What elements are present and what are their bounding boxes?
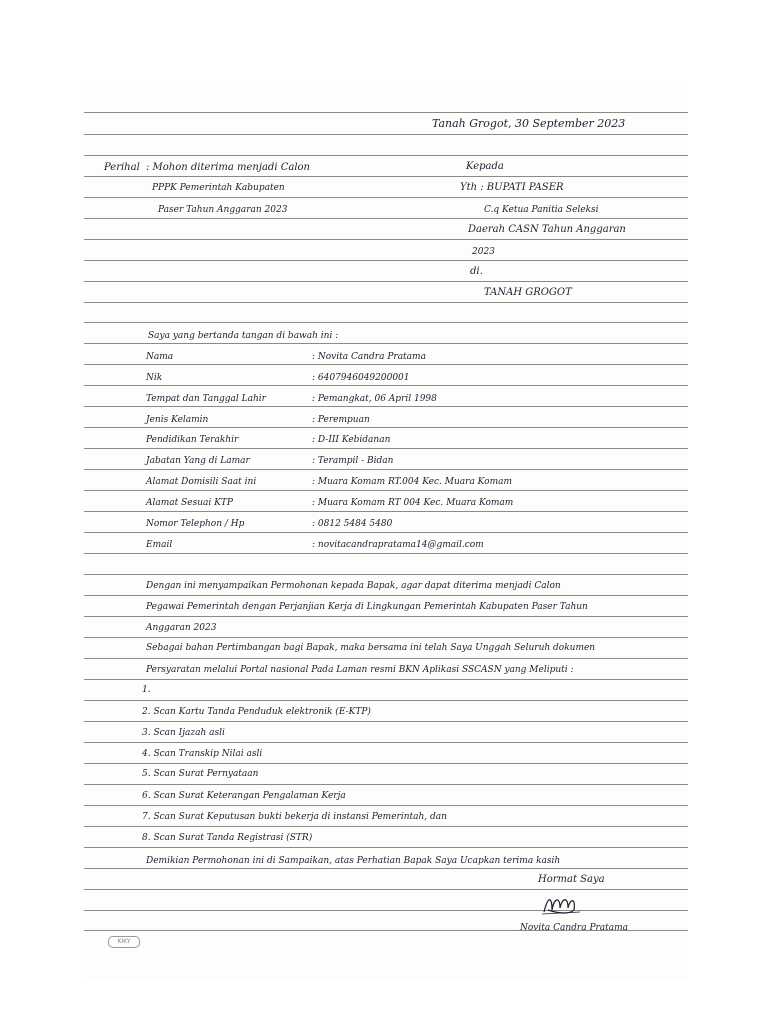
ruled-line	[84, 889, 688, 890]
perihal-line-2: PPPK Pemerintah Kabupaten	[152, 183, 285, 193]
field-label: Pendidikan Terakhir	[146, 435, 239, 445]
list-item: 7. Scan Surat Keputusan bukti bekerja di instansi Pemerintah, dan	[142, 812, 447, 822]
addressee-line-1: Kepada	[466, 161, 504, 172]
signer-name: Novita Candra Pratama	[520, 923, 629, 933]
field-value: : Pemangkat, 06 April 1998	[312, 394, 437, 404]
ruled-line	[84, 218, 688, 219]
ruled-line	[84, 784, 688, 785]
ruled-line	[84, 868, 688, 869]
perihal-label: Perihal	[104, 162, 140, 173]
ruled-line	[84, 112, 688, 113]
ruled-line	[84, 826, 688, 827]
paragraph1-line-3: Anggaran 2023	[146, 623, 217, 633]
addressee-line-4: Daerah CASN Tahun Anggaran	[468, 224, 626, 235]
field-value: : 6407946049200001	[312, 373, 410, 383]
ruled-line	[84, 511, 688, 512]
ruled-line	[84, 302, 688, 303]
field-value: : D-III Kebidanan	[312, 435, 391, 445]
perihal-line-1: : Mohon diterima menjadi Calon	[146, 162, 310, 173]
ruled-line	[84, 805, 688, 806]
ruled-line	[84, 742, 688, 743]
ruled-line	[84, 490, 688, 491]
field-value: : Novita Candra Pratama	[312, 352, 426, 362]
ruled-line	[84, 721, 688, 722]
page-stamp: KIKY	[108, 936, 140, 948]
list-item: 8. Scan Surat Tanda Registrasi (STR)	[142, 833, 313, 843]
intro-text: Saya yang bertanda tangan di bawah ini :	[148, 331, 339, 341]
ruled-line	[84, 281, 688, 282]
field-value: : Perempuan	[312, 415, 370, 425]
ruled-line	[84, 176, 688, 177]
place-date: Tanah Grogot, 30 September 2023	[432, 117, 626, 130]
ruled-line	[84, 595, 688, 596]
addressee-line-3: C.q Ketua Panitia Seleksi	[484, 205, 599, 215]
addressee-line-6: di.	[470, 266, 483, 277]
field-label: Alamat Sesuai KTP	[146, 498, 233, 508]
field-value: : Muara Komam RT 004 Kec. Muara Komam	[312, 498, 514, 508]
field-value: : Muara Komam RT.004 Kec. Muara Komam	[312, 477, 513, 487]
list-item: 5. Scan Surat Pernyataan	[142, 769, 259, 779]
field-label: Jabatan Yang di Lamar	[146, 456, 250, 466]
paragraph1-line-1: Dengan ini menyampaikan Permohonan kepada Bapak, agar dapat diterima menjadi Calon	[146, 581, 561, 591]
field-label: Nomor Telephon / Hp	[146, 519, 245, 529]
list-item: 1.	[142, 685, 151, 695]
ruled-line	[84, 197, 688, 198]
paragraph1-line-2: Pegawai Pemerintah dengan Perjanjian Kerja di Lingkungan Pemerintah Kabupaten Paser Tahun	[146, 602, 588, 612]
field-label: Jenis Kelamin	[146, 415, 209, 425]
ruled-line	[84, 343, 688, 344]
regards-text: Hormat Saya	[538, 874, 605, 885]
perihal-line-3: Paser Tahun Anggaran 2023	[158, 205, 288, 215]
field-label: Nik	[146, 373, 163, 383]
ruled-line	[84, 847, 688, 848]
ruled-line	[84, 532, 688, 533]
paragraph2-line-1: Sebagai bahan Pertimbangan bagi Bapak, maka bersama ini telah Saya Unggah Seluruh dokumen	[146, 643, 596, 653]
field-value: : 0812 5484 5480	[312, 519, 393, 529]
addressee-line-5: 2023	[472, 247, 495, 257]
ruled-line	[84, 322, 688, 323]
paragraph2-line-2: Persyaratan melalui Portal nasional Pada Laman resmi BKN Aplikasi SSCASN yang Meliputi :	[146, 665, 574, 675]
field-label: Tempat dan Tanggal Lahir	[146, 394, 266, 404]
ruled-line	[84, 553, 688, 554]
ruled-line	[84, 763, 688, 764]
list-item: 3. Scan Ijazah asli	[142, 728, 225, 738]
ruled-line	[84, 637, 688, 638]
field-value: : novitacandrapratama14@gmail.com	[312, 540, 484, 550]
addressee-line-2: Yth : BUPATI PASER	[460, 182, 564, 193]
ruled-line	[84, 406, 688, 407]
ruled-line	[84, 427, 688, 428]
ruled-line	[84, 574, 688, 575]
ruled-line	[84, 260, 688, 261]
ruled-line	[84, 616, 688, 617]
field-label: Email	[146, 540, 173, 550]
addressee-line-7: TANAH GROGOT	[484, 287, 572, 298]
field-value: : Terampil - Bidan	[312, 456, 394, 466]
ruled-line	[84, 239, 688, 240]
signature-image	[540, 892, 584, 918]
ruled-line	[84, 155, 688, 156]
field-label: Alamat Domisili Saat ini	[146, 477, 257, 487]
list-item: 6. Scan Surat Keterangan Pengalaman Kerja	[142, 791, 346, 801]
ruled-line	[84, 910, 688, 911]
ruled-line	[84, 679, 688, 680]
field-label: Nama	[146, 352, 174, 362]
ruled-line	[84, 448, 688, 449]
list-item: 2. Scan Kartu Tanda Penduduk elektronik (E-KTP)	[142, 707, 371, 717]
ruled-line	[84, 364, 688, 365]
ruled-line	[84, 700, 688, 701]
list-item: 4. Scan Transkip Nilai asli	[142, 749, 263, 759]
ruled-line	[84, 658, 688, 659]
ruled-line	[84, 134, 688, 135]
closing-text: Demikian Permohonan ini di Sampaikan, atas Perhatian Bapak Saya Ucapkan terima kasih	[146, 856, 561, 866]
ruled-line	[84, 469, 688, 470]
ruled-line	[84, 385, 688, 386]
